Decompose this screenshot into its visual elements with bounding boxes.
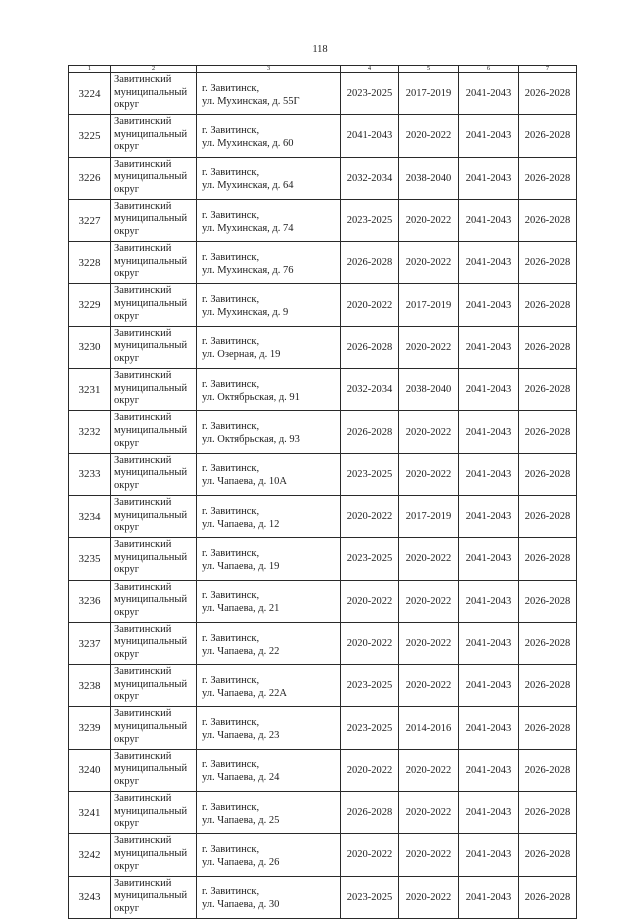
column-number: 4 [341, 66, 399, 73]
district-cell [111, 538, 197, 580]
district-text: Завитинский муниципальный округ [114, 370, 188, 407]
address-city: г. Завитинск, [202, 294, 260, 306]
row-number-cell: 3237 [69, 622, 111, 664]
year-range-cell: 2020-2022 [399, 622, 459, 664]
year-range-cell: 2026-2028 [519, 580, 577, 622]
row-number-cell: 3224 [69, 73, 111, 115]
address-street: ул. Октябрьская, д. 91 [202, 391, 300, 403]
year-range-cell: 2023-2025 [341, 73, 399, 115]
year-range-cell: 2026-2028 [519, 538, 577, 580]
address-cell [197, 665, 341, 707]
year-range-cell: 2020-2022 [341, 749, 399, 791]
year-range-cell: 2026-2028 [519, 834, 577, 876]
address-cell [197, 876, 341, 918]
year-range-cell: 2020-2022 [341, 495, 399, 537]
table-row [69, 199, 577, 241]
year-range-cell: 2017-2019 [399, 495, 459, 537]
year-range-cell: 2038-2040 [399, 369, 459, 411]
year-range-cell: 2041-2043 [459, 73, 519, 115]
address-city: г. Завитинск, [202, 251, 260, 263]
year-range-cell: 2020-2022 [341, 284, 399, 326]
year-range-cell: 2020-2022 [399, 834, 459, 876]
address-street: ул. Чапаева, д. 21 [202, 603, 280, 615]
year-range-cell: 2020-2022 [399, 115, 459, 157]
year-range-cell: 2026-2028 [341, 242, 399, 284]
row-number-cell: 3230 [69, 326, 111, 368]
column-number-row [69, 66, 577, 73]
year-range-cell: 2026-2028 [519, 665, 577, 707]
year-range-cell: 2041-2043 [459, 326, 519, 368]
year-range-cell: 2020-2022 [399, 665, 459, 707]
table-row [69, 284, 577, 326]
year-range-cell: 2026-2028 [519, 242, 577, 284]
address-city: г. Завитинск, [202, 886, 260, 898]
district-text: Завитинский муниципальный округ [114, 750, 188, 787]
table-row [69, 876, 577, 918]
address-city: г. Завитинск, [202, 632, 260, 644]
year-range-cell: 2020-2022 [399, 326, 459, 368]
row-number-cell: 3235 [69, 538, 111, 580]
table-row [69, 665, 577, 707]
year-range-cell: 2023-2025 [341, 199, 399, 241]
address-cell [197, 284, 341, 326]
district-text: Завитинский муниципальный округ [114, 158, 188, 195]
address-street: ул. Чапаева, д. 26 [202, 856, 280, 868]
year-range-cell: 2026-2028 [519, 157, 577, 199]
district-cell [111, 665, 197, 707]
year-range-cell: 2026-2028 [519, 199, 577, 241]
column-number: 1 [69, 66, 111, 73]
address-street: ул. Мухинская, д. 64 [202, 180, 294, 192]
row-number-cell: 3226 [69, 157, 111, 199]
address-city: г. Завитинск, [202, 547, 260, 559]
table-row [69, 749, 577, 791]
district-text: Завитинский муниципальный округ [114, 200, 188, 238]
address-city: г. Завитинск, [202, 463, 260, 475]
district-cell [111, 284, 197, 326]
address-street: ул. Чапаева, д. 19 [202, 560, 280, 572]
year-range-cell: 2026-2028 [519, 707, 577, 749]
year-range-cell: 2017-2019 [399, 73, 459, 115]
district-cell [111, 242, 197, 284]
table-row [69, 242, 577, 284]
year-range-cell: 2020-2022 [399, 792, 459, 834]
year-range-cell: 2020-2022 [399, 580, 459, 622]
year-range-cell: 2032-2034 [341, 369, 399, 411]
district-cell [111, 749, 197, 791]
table-row [69, 707, 577, 749]
table-row [69, 495, 577, 537]
address-city: г. Завитинск, [202, 674, 260, 686]
district-cell [111, 622, 197, 664]
table-row [69, 326, 577, 368]
district-cell [111, 792, 197, 834]
table-row [69, 73, 577, 115]
address-street: ул. Чапаева, д. 23 [202, 730, 280, 742]
year-range-cell: 2026-2028 [519, 369, 577, 411]
table-row [69, 157, 577, 199]
year-range-cell: 2014-2016 [399, 707, 459, 749]
table-row [69, 580, 577, 622]
address-city: г. Завитинск, [202, 801, 260, 813]
district-text: Завитинский муниципальный округ [114, 412, 188, 449]
address-city: г. Завитинск, [202, 82, 260, 94]
address-street: ул. Чапаева, д. 24 [202, 772, 280, 784]
address-cell [197, 538, 341, 580]
column-number: 6 [459, 66, 519, 73]
district-cell [111, 411, 197, 453]
district-text: Завитинский муниципальный округ [114, 581, 188, 618]
district-text: Завитинский муниципальный округ [114, 496, 188, 534]
year-range-cell: 2026-2028 [341, 411, 399, 453]
district-cell [111, 369, 197, 411]
address-cell [197, 707, 341, 749]
column-number: 5 [399, 66, 459, 73]
row-number-cell: 3243 [69, 876, 111, 918]
table-row [69, 622, 577, 664]
year-range-cell: 2026-2028 [519, 326, 577, 368]
address-street: ул. Чапаева, д. 25 [202, 814, 280, 826]
year-range-cell: 2041-2043 [459, 242, 519, 284]
year-range-cell: 2041-2043 [459, 749, 519, 791]
address-street: ул. Октябрьская, д. 93 [202, 434, 300, 446]
year-range-cell: 2020-2022 [399, 453, 459, 495]
row-number-cell: 3239 [69, 707, 111, 749]
address-street: ул. Мухинская, д. 60 [202, 137, 294, 149]
district-cell [111, 876, 197, 918]
address-street: ул. Чапаева, д. 10А [202, 476, 287, 488]
district-text: Завитинский муниципальный округ [114, 74, 188, 111]
table-row [69, 792, 577, 834]
year-range-cell: 2020-2022 [399, 411, 459, 453]
year-range-cell: 2041-2043 [459, 199, 519, 241]
row-number-cell: 3242 [69, 834, 111, 876]
row-number-cell: 3227 [69, 199, 111, 241]
year-range-cell: 2041-2043 [341, 115, 399, 157]
address-street: ул. Чапаева, д. 22 [202, 645, 280, 657]
district-text: Завитинский муниципальный округ [114, 116, 188, 153]
year-range-cell: 2041-2043 [459, 115, 519, 157]
district-text: Завитинский муниципальный округ [114, 877, 188, 914]
district-cell [111, 115, 197, 157]
year-range-cell: 2023-2025 [341, 876, 399, 918]
address-city: г. Завитинск, [202, 167, 260, 179]
address-cell [197, 115, 341, 157]
year-range-cell: 2026-2028 [519, 749, 577, 791]
year-range-cell: 2041-2043 [459, 495, 519, 537]
address-cell [197, 411, 341, 453]
row-number-cell: 3232 [69, 411, 111, 453]
address-city: г. Завитинск, [202, 505, 260, 517]
address-city: г. Завитинск, [202, 759, 260, 771]
year-range-cell: 2041-2043 [459, 792, 519, 834]
year-range-cell: 2017-2019 [399, 284, 459, 326]
year-range-cell: 2041-2043 [459, 284, 519, 326]
row-number-cell: 3233 [69, 453, 111, 495]
year-range-cell: 2041-2043 [459, 369, 519, 411]
district-text: Завитинский муниципальный округ [114, 623, 188, 661]
year-range-cell: 2041-2043 [459, 834, 519, 876]
year-range-cell: 2041-2043 [459, 411, 519, 453]
year-range-cell: 2020-2022 [399, 538, 459, 580]
table-row [69, 538, 577, 580]
district-text: Завитинский муниципальный округ [114, 539, 188, 576]
district-cell [111, 326, 197, 368]
district-cell [111, 580, 197, 622]
year-range-cell: 2026-2028 [519, 876, 577, 918]
district-text: Завитинский муниципальный округ [114, 285, 188, 322]
year-range-cell: 2023-2025 [341, 707, 399, 749]
year-range-cell: 2026-2028 [519, 453, 577, 495]
address-street: ул. Озерная, д. 19 [202, 349, 281, 361]
data-table [68, 65, 577, 919]
district-cell [111, 199, 197, 241]
row-number-cell: 3236 [69, 580, 111, 622]
address-cell [197, 495, 341, 537]
year-range-cell: 2020-2022 [341, 834, 399, 876]
year-range-cell: 2020-2022 [399, 242, 459, 284]
year-range-cell: 2041-2043 [459, 707, 519, 749]
year-range-cell: 2020-2022 [399, 749, 459, 791]
column-number: 7 [519, 66, 577, 73]
address-street: ул. Мухинская, д. 55Г [202, 95, 300, 107]
table-body [69, 73, 577, 919]
address-street: ул. Мухинская, д. 76 [202, 264, 294, 276]
address-cell [197, 326, 341, 368]
year-range-cell: 2023-2025 [341, 665, 399, 707]
address-cell [197, 834, 341, 876]
address-cell [197, 792, 341, 834]
address-cell [197, 199, 341, 241]
district-text: Завитинский муниципальный округ [114, 666, 188, 703]
row-number-cell: 3229 [69, 284, 111, 326]
page-number: 118 [312, 44, 328, 55]
year-range-cell: 2026-2028 [519, 115, 577, 157]
year-range-cell: 2026-2028 [519, 411, 577, 453]
year-range-cell: 2026-2028 [341, 792, 399, 834]
address-city: г. Завитинск, [202, 378, 260, 390]
year-range-cell: 2041-2043 [459, 622, 519, 664]
year-range-cell: 2041-2043 [459, 453, 519, 495]
year-range-cell: 2020-2022 [341, 622, 399, 664]
address-street: ул. Мухинская, д. 9 [202, 307, 289, 319]
address-city: г. Завитинск, [202, 590, 260, 602]
address-street: ул. Мухинская, д. 74 [202, 222, 294, 234]
address-city: г. Завитинск, [202, 124, 260, 136]
district-cell [111, 157, 197, 199]
address-cell [197, 749, 341, 791]
year-range-cell: 2026-2028 [519, 73, 577, 115]
address-cell [197, 242, 341, 284]
district-text: Завитинский муниципальный округ [114, 793, 188, 830]
table-row [69, 369, 577, 411]
table-row [69, 834, 577, 876]
address-cell [197, 73, 341, 115]
year-range-cell: 2041-2043 [459, 157, 519, 199]
table-row [69, 411, 577, 453]
address-city: г. Завитинск, [202, 843, 260, 855]
district-text: Завитинский муниципальный округ [114, 327, 188, 364]
district-cell [111, 453, 197, 495]
address-street: ул. Чапаева, д. 30 [202, 899, 280, 911]
row-number-cell: 3225 [69, 115, 111, 157]
district-text: Завитинский муниципальный округ [114, 454, 188, 491]
district-text: Завитинский муниципальный округ [114, 708, 188, 745]
column-number: 2 [111, 66, 197, 73]
address-street: ул. Чапаева, д. 12 [202, 518, 280, 530]
year-range-cell: 2041-2043 [459, 538, 519, 580]
column-number: 3 [197, 66, 341, 73]
year-range-cell: 2023-2025 [341, 453, 399, 495]
year-range-cell: 2023-2025 [341, 538, 399, 580]
address-city: г. Завитинск, [202, 209, 260, 221]
row-number-cell: 3231 [69, 369, 111, 411]
year-range-cell: 2032-2034 [341, 157, 399, 199]
district-text: Завитинский муниципальный округ [114, 835, 188, 872]
year-range-cell: 2038-2040 [399, 157, 459, 199]
row-number-cell: 3228 [69, 242, 111, 284]
district-cell [111, 834, 197, 876]
address-city: г. Завитинск, [202, 421, 260, 433]
district-cell [111, 707, 197, 749]
address-city: г. Завитинск, [202, 717, 260, 729]
district-text: Завитинский муниципальный округ [114, 243, 188, 280]
table-row [69, 115, 577, 157]
address-cell [197, 369, 341, 411]
year-range-cell: 2026-2028 [519, 792, 577, 834]
district-cell [111, 495, 197, 537]
year-range-cell: 2026-2028 [341, 326, 399, 368]
year-range-cell: 2041-2043 [459, 876, 519, 918]
row-number-cell: 3241 [69, 792, 111, 834]
year-range-cell: 2026-2028 [519, 495, 577, 537]
year-range-cell: 2026-2028 [519, 622, 577, 664]
district-cell [111, 73, 197, 115]
address-street: ул. Чапаева, д. 22А [202, 687, 287, 699]
address-cell [197, 622, 341, 664]
row-number-cell: 3240 [69, 749, 111, 791]
year-range-cell: 2026-2028 [519, 284, 577, 326]
year-range-cell: 2041-2043 [459, 580, 519, 622]
year-range-cell: 2020-2022 [399, 199, 459, 241]
year-range-cell: 2041-2043 [459, 665, 519, 707]
year-range-cell: 2020-2022 [399, 876, 459, 918]
row-number-cell: 3238 [69, 665, 111, 707]
address-cell [197, 580, 341, 622]
address-city: г. Завитинск, [202, 336, 260, 348]
table-row [69, 453, 577, 495]
address-cell [197, 157, 341, 199]
row-number-cell: 3234 [69, 495, 111, 537]
year-range-cell: 2020-2022 [341, 580, 399, 622]
address-cell [197, 453, 341, 495]
